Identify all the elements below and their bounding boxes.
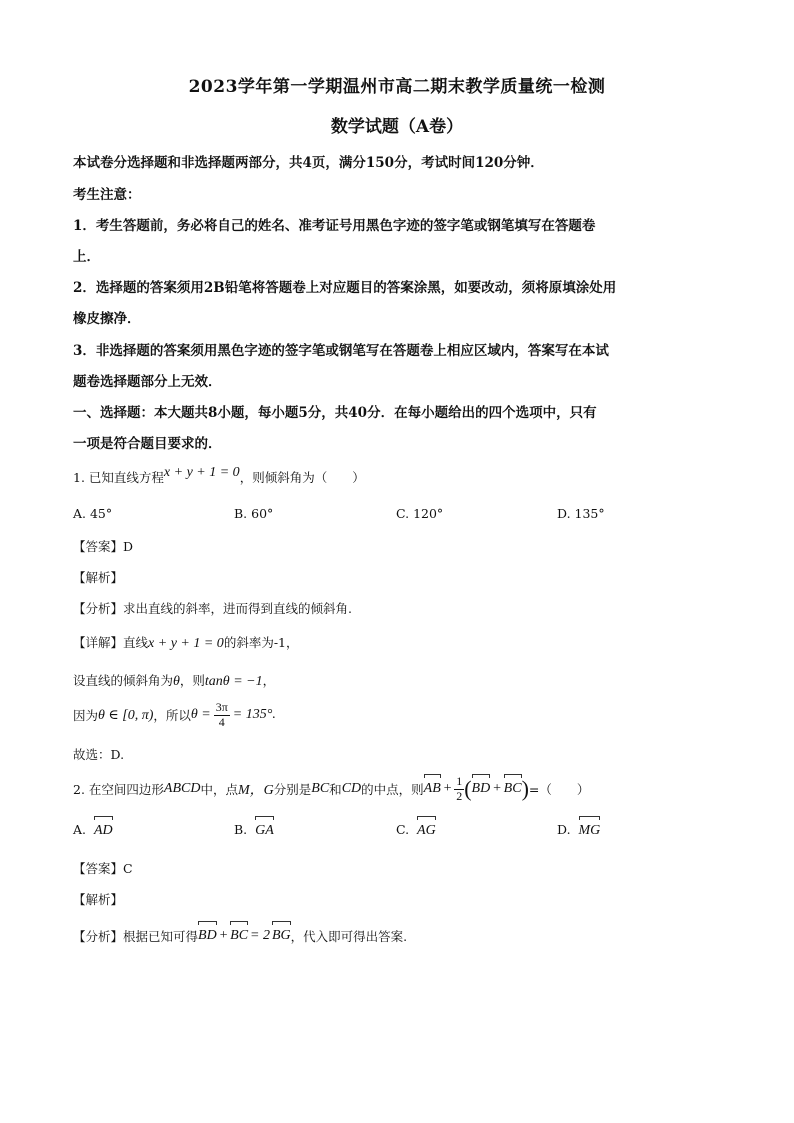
vector-label: BD: [198, 928, 217, 943]
option-label: D.: [557, 822, 571, 837]
step3-theta: θ =: [190, 707, 211, 722]
step2-theta: θ: [173, 674, 180, 689]
step2-equation: tanθ = −1: [204, 674, 263, 689]
notice-heading: 考生注意：: [73, 187, 141, 203]
q1-option-b: B. 60°: [234, 506, 274, 521]
q2-mid1: 中，点: [200, 782, 238, 797]
q2-option-c: [396, 822, 436, 839]
question-2: [73, 772, 589, 806]
vector-ad: [94, 823, 113, 839]
equals-two: = 2: [250, 928, 270, 943]
fraction-denominator: 4: [218, 714, 225, 729]
q2-points: M，G: [237, 783, 274, 798]
fraction-numerator: 1: [456, 774, 463, 789]
q2-and: 和: [329, 782, 342, 797]
q1-detail: [73, 633, 299, 652]
vector-label: BC: [503, 781, 522, 796]
option-label: C.: [396, 822, 410, 837]
q2-bc: BC: [311, 781, 330, 796]
q1-option-a: A. 45°: [73, 506, 113, 521]
step3-fraction: [214, 701, 230, 728]
detail-prefix: 直线: [123, 635, 149, 650]
vector-arrow-icon: [198, 921, 217, 927]
q2-option-d: [557, 822, 600, 839]
notice-item-3-cont: 题卷选择题部分上无效．: [73, 374, 222, 390]
vector-arrow-icon: [424, 774, 441, 780]
section-heading-cont: 一项是符合题目要求的．: [73, 436, 222, 452]
q2-prefix: 2. 在空间四边形: [73, 782, 164, 797]
vector-ag: [417, 823, 436, 839]
fenxi-text: 求出直线的斜率，进而得到直线的倾斜角.: [123, 601, 352, 616]
q1-analysis-label: 【解析】: [73, 570, 124, 585]
fenxi-label: 【分析】: [73, 601, 124, 616]
q2-analysis-label: 【解析】: [73, 892, 124, 907]
q1-equation: x + y + 1 = 0: [163, 465, 240, 480]
vector-label: BG: [272, 928, 291, 943]
vector-bd: [198, 928, 217, 944]
page-title: 2023学年第一学期温州市高二期末教学质量统一检测: [188, 77, 606, 97]
left-paren: (: [464, 776, 472, 801]
detail-label: 【详解】: [73, 635, 124, 650]
notice-item-1-cont: 上．: [73, 249, 100, 265]
q1-conclusion: 故选：D.: [73, 747, 125, 762]
vector-arrow-icon: [272, 921, 291, 927]
step3-condition: θ ∈ [0, π): [98, 707, 154, 723]
fraction-denominator: 2: [456, 788, 463, 803]
q2-option-b: [234, 822, 274, 839]
q2-fenxi: [73, 922, 407, 950]
vector-bc: [504, 781, 522, 797]
vector-label: AB: [423, 781, 441, 796]
plus-sign: +: [218, 928, 229, 943]
q2-suffix: =（ ）: [528, 782, 590, 797]
half-fraction: [454, 775, 464, 802]
q2-cd: CD: [341, 781, 362, 796]
q2-mid3: 的中点，则: [361, 782, 424, 797]
vector-label: MG: [578, 823, 601, 838]
q1-answer: [73, 537, 133, 555]
step3-mid: ，所以: [153, 708, 191, 723]
step3-prefix: 因为: [73, 708, 99, 723]
vector-arrow-icon: [579, 816, 601, 822]
q1-option-d: D. 135°: [557, 506, 605, 521]
answer-label: 【答案】: [73, 539, 124, 554]
detail-equation: x + y + 1 = 0: [148, 636, 224, 651]
vector-ga: [255, 823, 274, 839]
plus-sign: +: [442, 781, 453, 796]
vector-arrow-icon: [94, 816, 113, 822]
section-heading: 一、选择题：本大题共8小题，每小题5分，共40分．在每小题给出的四个选项中，只有: [73, 405, 597, 421]
vector-bg: [272, 928, 291, 944]
vector-arrow-icon: [504, 774, 522, 780]
option-label: B.: [234, 822, 248, 837]
q2-mid2: 分别是: [273, 782, 312, 797]
step2-mid: ，则: [179, 673, 205, 688]
vector-bd: [472, 781, 491, 797]
vector-mg: [579, 823, 601, 839]
notice-item-2-cont: 橡皮擦净．: [73, 311, 141, 327]
q1-option-c: C. 120°: [396, 506, 444, 521]
q1-step-2: [73, 671, 275, 690]
fenxi-prefix: 根据已知可得: [123, 929, 199, 944]
answer-value: D: [123, 539, 134, 554]
vector-label: AD: [93, 823, 113, 838]
vector-label: BD: [471, 781, 491, 796]
vector-arrow-icon: [472, 774, 491, 780]
vector-arrow-icon: [417, 816, 436, 822]
q1-suffix: ，则倾斜角为（ ）: [239, 470, 365, 485]
step2-prefix: 设直线的倾斜角为: [73, 673, 174, 688]
vector-label: AG: [417, 823, 436, 838]
notice-item-3: 3．非选择题的答案须用黑色字迹的签字笔或钢笔写在答题卷上相应区域内，答案写在本试: [73, 343, 609, 359]
vector-ab: [424, 781, 441, 797]
question-1: [73, 465, 365, 487]
notice-item-2: 2．选择题的答案须用2B铅笔将答题卷上对应题目的答案涂黑，如要改动，须将原填涂处用: [73, 280, 617, 296]
detail-suffix: 的斜率为-1，: [223, 635, 299, 650]
answer-label: 【答案】: [73, 861, 124, 876]
q1-fenxi: [73, 599, 352, 617]
vector-arrow-icon: [255, 816, 274, 822]
q2-answer: [73, 859, 133, 877]
step3-end: = 135°.: [232, 707, 276, 722]
right-paren: ): [521, 776, 529, 801]
q1-prefix: 1. 已知直线方程: [73, 470, 164, 485]
q2-option-a: [73, 822, 113, 839]
q2-quad: ABCD: [163, 781, 201, 796]
fenxi-label: 【分析】: [73, 929, 124, 944]
vector-arrow-icon: [230, 921, 248, 927]
page-subtitle: 数学试题（A卷）: [330, 117, 464, 137]
notice-item-1: 1．考生答题前，务必将自己的姓名、准考证号用黑色字迹的签字笔或钢笔填写在答题卷: [73, 218, 596, 234]
vector-label: BC: [230, 928, 249, 943]
intro-line: 本试卷分选择题和非选择题两部分，共4页，满分150分，考试时间120分钟．: [73, 155, 544, 171]
fraction-numerator: 3π: [215, 700, 228, 715]
plus-sign: +: [492, 781, 502, 796]
fenxi-suffix: ，代入即可得出答案.: [290, 929, 408, 944]
vector-bc: [230, 928, 248, 944]
option-label: A.: [73, 822, 87, 837]
step2-end: ，: [262, 673, 276, 688]
q1-step-3: [73, 698, 276, 732]
vector-label: GA: [255, 823, 274, 838]
answer-value: C: [123, 861, 133, 876]
